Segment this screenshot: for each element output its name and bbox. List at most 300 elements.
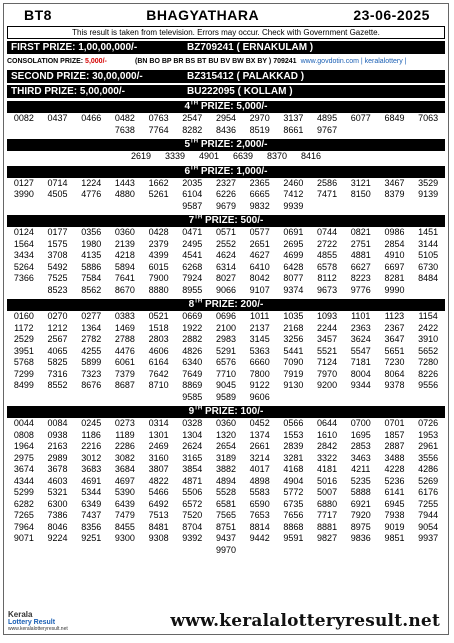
- ticket-number: 7255: [418, 498, 439, 509]
- ticket-number: 6226: [215, 189, 236, 199]
- ticket-number: 6314: [215, 261, 236, 272]
- prize-6-heading: 6TH PRIZE: 1,000/-: [7, 166, 445, 178]
- ticket-number: 4505: [47, 189, 68, 199]
- ticket-number: [277, 392, 311, 404]
- ticket-number: 2139: [114, 238, 135, 249]
- ticket-number: [41, 545, 75, 557]
- ticket-number: 9585: [182, 391, 203, 402]
- ticket-number: 6581: [215, 498, 236, 509]
- ticket-number: 5105: [418, 250, 439, 260]
- ticket-number: 7919: [283, 368, 304, 379]
- ticket-number: 9071: [13, 533, 34, 543]
- ticket-number: 9673: [317, 284, 338, 295]
- ticket-number: 0277: [81, 311, 102, 321]
- ticket-number: 1035: [283, 311, 304, 321]
- ticket-number: 0127: [13, 177, 34, 188]
- ticket-number: 9066: [215, 284, 236, 295]
- ticket-number: 8869: [182, 380, 203, 390]
- ticket-number: 9374: [283, 284, 304, 295]
- ticket-number: [7, 392, 41, 404]
- ticket-number: [310, 545, 344, 557]
- ticket-number: 8077: [283, 273, 304, 283]
- ticket-number: 2983: [215, 334, 236, 344]
- third-prize-value: BU222095 ( KOLLAM ): [187, 86, 293, 97]
- ticket-number: 1553: [283, 429, 304, 440]
- ticket-number: 8150: [350, 189, 371, 199]
- ticket-number: 2842: [317, 441, 338, 451]
- consolation-series: (BN BO BP BR BS BT BU BV BW BX BY ) 709241: [135, 58, 297, 65]
- prize-5-section: [4, 139, 448, 163]
- ticket-number: 0700: [350, 418, 371, 428]
- ticket-number: 6428: [283, 261, 304, 272]
- ticket-number: 8710: [148, 380, 169, 390]
- prize-8-numbers: [7, 311, 445, 403]
- ticket-number: 7764: [148, 124, 169, 135]
- ticket-number: 5269: [418, 475, 439, 486]
- ticket-number: 7479: [114, 510, 135, 520]
- logo-line-1: Kerala: [8, 609, 33, 619]
- ticket-number: 1695: [350, 429, 371, 440]
- ticket-number: 6849: [384, 113, 405, 123]
- ticket-number: 0082: [13, 113, 34, 123]
- ticket-number: 9392: [182, 533, 203, 543]
- ticket-number: 5888: [350, 487, 371, 497]
- ticket-number: 1186: [81, 429, 101, 440]
- ticket-number: 2751: [350, 238, 371, 249]
- ticket-number: 0383: [114, 311, 135, 321]
- ticket-number: 4697: [114, 475, 135, 486]
- ticket-number: 3144: [418, 238, 439, 249]
- ticket-number: 0124: [13, 227, 34, 237]
- ticket-number: [378, 392, 412, 404]
- ticket-number: 2854: [384, 238, 405, 249]
- ticket-number: 6590: [249, 498, 270, 509]
- ticket-number: 1320: [215, 429, 236, 440]
- third-prize-bar: [7, 85, 445, 98]
- ticket-number: 7412: [283, 189, 304, 199]
- ticket-number: 4624: [215, 250, 236, 260]
- prize-9-numbers: [7, 418, 445, 556]
- ticket-number: 2422: [418, 322, 439, 333]
- ticket-number: 0084: [47, 418, 68, 428]
- ticket-number: 3951: [13, 345, 34, 356]
- ticket-number: 8027: [215, 273, 236, 283]
- ticket-number: 7920: [350, 510, 371, 520]
- ticket-number: 2216: [81, 441, 102, 451]
- ticket-number: [344, 125, 378, 137]
- ticket-number: 0669: [182, 311, 203, 321]
- ticket-number: 4476: [114, 345, 135, 356]
- ticket-number: [411, 285, 445, 297]
- ticket-number: 8552: [47, 380, 68, 390]
- draw-date: 23-06-2025: [353, 7, 430, 23]
- ticket-number: 3678: [47, 464, 68, 474]
- ticket-number: 3882: [215, 464, 236, 474]
- ticket-number: 0521: [148, 311, 169, 321]
- ticket-number: 9556: [418, 380, 439, 390]
- ticket-number: 5492: [47, 261, 68, 272]
- prize-6-numbers: [7, 178, 445, 213]
- ticket-number: 3256: [283, 334, 304, 344]
- ticket-number: 7653: [249, 510, 270, 520]
- ticket-number: 4541: [182, 250, 203, 260]
- ticket-number: 3854: [182, 464, 203, 474]
- ticket-number: 9970: [215, 544, 236, 555]
- ticket-number: 4898: [249, 475, 270, 486]
- ticket-number: 8704: [182, 521, 203, 532]
- ticket-number: 0245: [81, 418, 102, 428]
- ticket-number: 1011: [250, 311, 270, 321]
- ticket-number: 8112: [317, 273, 337, 283]
- ticket-number: 4822: [148, 475, 169, 486]
- ticket-number: 7181: [350, 357, 371, 367]
- consolation-site: www.govdotin.com | keralalottery |: [300, 58, 407, 65]
- ticket-number: 9937: [418, 533, 439, 543]
- ticket-number: [411, 125, 445, 137]
- ticket-number: 4065: [47, 345, 68, 356]
- ticket-number: 9851: [384, 533, 405, 543]
- ticket-number: 7471: [317, 189, 338, 199]
- lottery-code: BT8: [24, 7, 52, 23]
- ticket-number: 1224: [81, 177, 102, 188]
- ticket-number: 3556: [418, 452, 439, 463]
- site-logo: [8, 608, 108, 634]
- ticket-number: 6077: [350, 113, 371, 123]
- ticket-number: 1101: [351, 311, 371, 321]
- consolation-amount: 5,000/-: [85, 58, 107, 65]
- ticket-number: 6015: [148, 261, 169, 272]
- ticket-number: [142, 201, 176, 213]
- ticket-number: 6164: [148, 357, 169, 367]
- ticket-number: 4881: [350, 250, 371, 260]
- ticket-number: 6492: [148, 498, 169, 509]
- prize-7-numbers: [7, 227, 445, 296]
- ticket-number: 9990: [384, 284, 405, 295]
- ticket-number: 0356: [81, 227, 102, 237]
- ticket-number: 7641: [114, 273, 135, 283]
- ticket-number: 8416: [300, 151, 322, 161]
- prize-8-section: [4, 299, 448, 403]
- ticket-number: 7800: [249, 368, 270, 379]
- ticket-number: 2954: [215, 113, 236, 123]
- footer: [4, 607, 448, 634]
- ticket-number: 4017: [249, 464, 270, 474]
- ticket-number: 6730: [418, 261, 439, 272]
- ticket-number: [74, 201, 108, 213]
- ticket-number: [41, 201, 75, 213]
- ticket-number: 6282: [13, 498, 34, 509]
- ticket-number: 2163: [47, 441, 68, 451]
- ticket-number: [41, 125, 75, 137]
- ticket-number: 2327: [215, 177, 236, 188]
- ticket-number: 0566: [283, 418, 304, 428]
- first-prize-value: BZ709241 ( ERNAKULAM ): [187, 42, 314, 53]
- ticket-number: 9591: [283, 533, 304, 543]
- ticket-number: 0482: [114, 113, 135, 123]
- ticket-number: [277, 545, 311, 557]
- header: [4, 4, 448, 26]
- ticket-number: 0696: [215, 311, 236, 321]
- ticket-number: [41, 392, 75, 404]
- ticket-number: 7944: [418, 510, 439, 520]
- ticket-number: 8356: [81, 521, 102, 532]
- ticket-number: 6141: [384, 487, 405, 497]
- ticket-number: 4218: [114, 250, 135, 260]
- ticket-number: 9224: [47, 533, 68, 543]
- ticket-number: 0177: [47, 227, 68, 237]
- ticket-number: 4135: [81, 250, 102, 260]
- ticket-number: 3807: [148, 464, 169, 474]
- ticket-number: 1154: [418, 311, 438, 321]
- ticket-number: 8226: [418, 368, 439, 379]
- ticket-number: 9589: [215, 391, 236, 402]
- ticket-number: 4606: [148, 345, 169, 356]
- ticket-number: 7584: [81, 273, 102, 283]
- ticket-number: 4910: [384, 250, 405, 260]
- ticket-number: 9107: [249, 284, 270, 295]
- ticket-number: 9378: [384, 380, 405, 390]
- ticket-number: 5652: [418, 345, 439, 356]
- ticket-number: 8955: [182, 284, 203, 295]
- ticket-number: 3647: [384, 334, 405, 344]
- ticket-number: 6665: [249, 189, 270, 199]
- ticket-number: 3082: [114, 452, 135, 463]
- ticket-number: 8370: [266, 151, 288, 161]
- ticket-number: 2100: [215, 322, 236, 333]
- disclaimer: This result is taken from television. Errors may occur. Check with Government Gazette.: [7, 26, 445, 39]
- ticket-number: [7, 125, 41, 137]
- ticket-number: 5886: [81, 261, 102, 272]
- ticket-number: [74, 392, 108, 404]
- prize-7-section: [4, 215, 448, 296]
- ticket-number: 7230: [384, 357, 405, 367]
- ticket-number: 9939: [283, 200, 304, 211]
- ticket-number: 5825: [47, 357, 68, 367]
- ticket-number: 1451: [418, 227, 439, 237]
- ticket-number: 0270: [47, 311, 68, 321]
- ticket-number: 7642: [148, 368, 169, 379]
- ticket-number: 1304: [182, 429, 203, 440]
- ticket-number: 9606: [249, 391, 270, 402]
- ticket-number: 5235: [350, 475, 371, 486]
- ticket-number: [378, 545, 412, 557]
- ticket-number: 0714: [47, 177, 68, 188]
- ticket-number: 0691: [283, 227, 304, 237]
- ticket-number: 8670: [114, 284, 135, 295]
- ticket-number: 5768: [13, 357, 34, 367]
- ticket-number: 1123: [384, 311, 405, 321]
- ticket-number: 2286: [114, 441, 135, 451]
- ticket-number: 8484: [418, 273, 439, 283]
- ticket-number: 5441: [283, 345, 304, 356]
- ticket-number: 1518: [148, 322, 169, 333]
- ticket-number: 8436: [215, 124, 236, 135]
- ticket-number: 5363: [249, 345, 270, 356]
- ticket-number: 9300: [114, 533, 135, 543]
- ticket-number: [142, 545, 176, 557]
- consolation-row: [7, 56, 445, 68]
- ticket-number: 7090: [283, 357, 304, 367]
- ticket-number: 0328: [182, 418, 203, 428]
- ticket-number: 5236: [384, 475, 405, 486]
- website-link[interactable]: www.keralalotteryresult.net: [170, 610, 440, 631]
- second-prize-bar: [7, 70, 445, 83]
- ticket-number: 1301: [148, 429, 169, 440]
- ticket-number: 4211: [351, 464, 371, 474]
- logo-line-2: Lottery Result: [8, 618, 56, 626]
- logo-line-3: www.keralalotteryresult.net: [8, 625, 68, 632]
- ticket-number: [74, 125, 108, 137]
- ticket-number: 4344: [13, 475, 34, 486]
- ticket-number: 4603: [47, 475, 68, 486]
- ticket-number: 8223: [350, 273, 371, 283]
- ticket-number: 0763: [148, 113, 169, 123]
- prize-4-numbers: [7, 113, 445, 136]
- ticket-number: 9019: [384, 521, 405, 532]
- ticket-number: 3145: [249, 334, 270, 344]
- ticket-number: 1212: [47, 322, 68, 333]
- ticket-number: 3708: [47, 250, 68, 260]
- third-prize-label: THIRD PRIZE: 5,00,000/-: [11, 86, 125, 97]
- ticket-number: 7638: [114, 124, 135, 135]
- ticket-number: 1857: [384, 429, 405, 440]
- ticket-number: 4880: [114, 189, 135, 199]
- ticket-number: [344, 201, 378, 213]
- prize-5-numbers: [7, 151, 445, 163]
- ticket-number: [310, 201, 344, 213]
- ticket-number: 2547: [182, 113, 203, 123]
- ticket-number: 2379: [148, 238, 169, 249]
- ticket-number: 9679: [215, 200, 236, 211]
- ticket-number: 7366: [13, 273, 34, 283]
- ticket-number: 1374: [249, 429, 270, 440]
- ticket-number: 5899: [81, 357, 102, 367]
- ticket-number: 6300: [47, 498, 68, 509]
- ticket-number: 2961: [418, 441, 439, 451]
- ticket-number: 6349: [81, 498, 102, 509]
- ticket-number: 3165: [182, 452, 203, 463]
- ticket-number: 4901: [198, 151, 220, 161]
- ticket-number: 3160: [148, 452, 169, 463]
- ticket-number: 4776: [81, 189, 102, 199]
- ticket-number: 5299: [13, 487, 34, 497]
- ticket-number: 2654: [215, 441, 236, 451]
- ticket-number: 1610: [317, 429, 338, 440]
- ticket-number: 9827: [317, 533, 338, 543]
- ticket-number: 9139: [418, 189, 439, 199]
- ticket-number: 6735: [283, 498, 304, 509]
- ticket-number: 5264: [13, 261, 34, 272]
- ticket-number: [175, 545, 209, 557]
- ticket-number: 3457: [317, 334, 338, 344]
- ticket-number: 4894: [215, 475, 236, 486]
- ticket-number: 3189: [215, 452, 236, 463]
- ticket-number: 5528: [215, 487, 236, 497]
- ticket-number: 7386: [47, 510, 68, 520]
- ticket-number: 8523: [47, 284, 68, 295]
- ticket-number: 0273: [114, 418, 135, 428]
- ticket-number: 9776: [350, 284, 371, 295]
- ticket-number: [378, 125, 412, 137]
- ticket-number: 1093: [317, 311, 338, 321]
- ticket-number: 8519: [249, 124, 270, 135]
- ticket-number: [243, 545, 277, 557]
- ticket-number: 2624: [182, 441, 203, 451]
- ticket-number: 3121: [350, 177, 371, 188]
- ticket-number: 2469: [148, 441, 169, 451]
- ticket-number: 6572: [182, 498, 203, 509]
- ticket-number: 7265: [13, 510, 34, 520]
- ticket-number: 0160: [13, 311, 34, 321]
- ticket-number: 3339: [164, 151, 186, 161]
- ticket-number: 0428: [148, 227, 169, 237]
- ticket-number: 9587: [182, 200, 203, 211]
- ticket-number: 5390: [114, 487, 135, 497]
- ticket-number: 4627: [249, 250, 270, 260]
- ticket-number: 6578: [317, 261, 338, 272]
- ticket-number: 5583: [249, 487, 270, 497]
- second-prize-label: SECOND PRIZE: 30,00,000/-: [11, 71, 143, 82]
- ticket-number: 8562: [81, 284, 102, 295]
- ticket-number: 8004: [350, 368, 371, 379]
- ticket-number: 6061: [114, 357, 135, 367]
- ticket-number: 8064: [384, 368, 405, 379]
- ticket-number: 7649: [182, 368, 203, 379]
- ticket-number: 5894: [114, 261, 135, 272]
- ticket-number: 5261: [148, 189, 169, 199]
- first-prize-label: FIRST PRIZE: 1,00,00,000/-: [11, 42, 138, 53]
- ticket-number: 8676: [81, 380, 102, 390]
- ticket-number: 5007: [317, 487, 338, 497]
- ticket-number: 3434: [13, 250, 34, 260]
- prize-5-heading: 5TH PRIZE: 2,000/-: [7, 139, 445, 151]
- ticket-number: 4904: [283, 475, 304, 486]
- ticket-number: 2365: [249, 177, 270, 188]
- ticket-number: 2367: [384, 322, 405, 333]
- ticket-number: [411, 201, 445, 213]
- ticket-number: 2363: [350, 322, 371, 333]
- ticket-number: 6410: [249, 261, 270, 272]
- ticket-number: 5651: [384, 345, 405, 356]
- ticket-number: 5506: [182, 487, 203, 497]
- ticket-number: 8281: [384, 273, 405, 283]
- ticket-number: 6268: [182, 261, 203, 272]
- ticket-number: 9836: [350, 533, 371, 543]
- ticket-number: 2661: [249, 441, 270, 451]
- ticket-number: 8379: [384, 189, 405, 199]
- ticket-number: 3529: [418, 177, 439, 188]
- ticket-number: 0701: [384, 418, 405, 428]
- ticket-number: 3281: [283, 452, 304, 463]
- ticket-number: 5466: [148, 487, 169, 497]
- ticket-number: 5291: [215, 345, 236, 356]
- ticket-number: 8481: [148, 521, 169, 532]
- ticket-number: 9832: [249, 200, 270, 211]
- ticket-number: 7379: [114, 368, 135, 379]
- ticket-number: 2035: [182, 177, 203, 188]
- ticket-number: 9122: [249, 380, 270, 390]
- ticket-number: 7900: [148, 273, 169, 283]
- ticket-number: 0744: [317, 227, 338, 237]
- ticket-number: 1922: [182, 322, 203, 333]
- ticket-number: 2970: [249, 113, 270, 123]
- ticket-number: [108, 545, 142, 557]
- ticket-number: 2803: [148, 334, 169, 344]
- ticket-number: [7, 285, 41, 297]
- ticket-number: 4871: [182, 475, 203, 486]
- ticket-number: 0044: [13, 418, 34, 428]
- ticket-number: 5547: [350, 345, 371, 356]
